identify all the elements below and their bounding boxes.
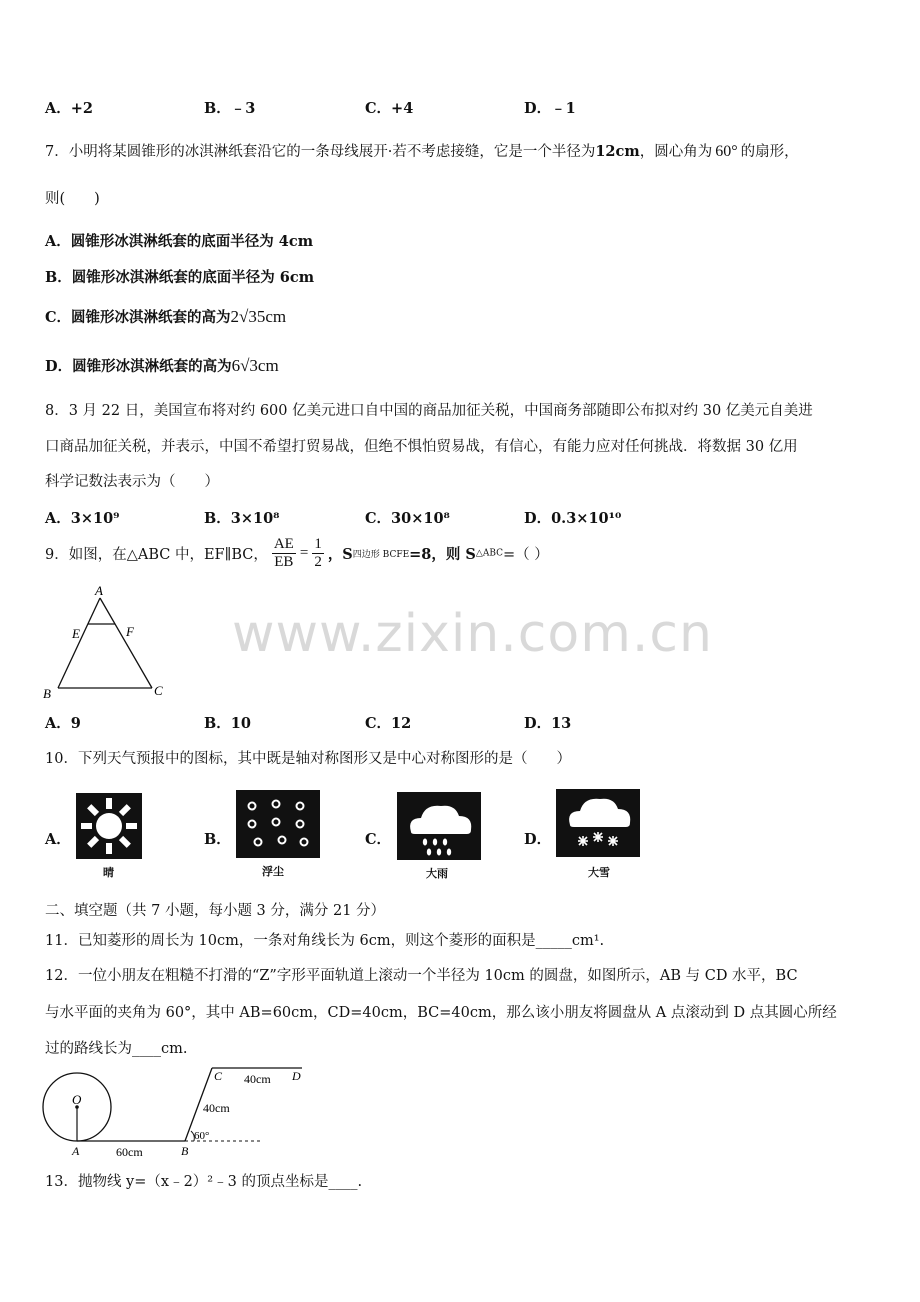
q12-track-figure — [36, 1064, 316, 1164]
q8-stem-line2: 口商品加征关税，并表示，中国不希望打贸易战，但绝不惧怕贸易战，有信心，有能力应对任何挑战．将数据 30 亿用 — [45, 439, 798, 455]
q8-option-a: A．3×10⁹ — [45, 510, 120, 527]
q8-stem-line1: 8．3 月 22 日，美国宣布将对约 600 亿美元进口自中国的商品加征关税，中国商务部随即公布拟对约 30 亿美元自美进 — [45, 403, 813, 419]
q7-stem-text-c: 的扇形， — [740, 144, 799, 160]
q7-stem-text: 7．小明将某圆锥形的冰淇淋纸套沿它的一条母线展开·若不考虑接缝，它是一个半径为 — [45, 144, 596, 160]
q10-option-c-letter: C． — [365, 831, 392, 848]
q12-label-b: B — [181, 1144, 189, 1158]
q12-stem-line1: 12．一位小朋友在粗糙不打滑的“Z”字形平面轨道上滚动一个半径为 10cm 的圆盘，如图所示，AB 与 CD 水平，BC — [45, 968, 798, 984]
heavy-rain-icon — [397, 792, 481, 860]
q9-fraction-ae-eb — [272, 536, 296, 571]
q9-triangle-figure — [38, 580, 178, 702]
q9-stem-pre: 9．如图，在△ABC 中，EF∥BC， — [45, 547, 268, 563]
q10-option-b-letter: B． — [204, 831, 231, 848]
q9-subscript-abc: △ABC — [475, 548, 503, 559]
q12-label-cd-length: 40cm — [244, 1072, 271, 1086]
q9-label-a: A — [95, 583, 103, 598]
q8-option-b: B．3×10⁸ — [204, 510, 280, 527]
q6-option-c: C．+4 — [365, 100, 414, 117]
heavy-snow-icon — [556, 789, 640, 857]
q12-label-a: A — [72, 1144, 80, 1158]
q7-option-d — [45, 355, 279, 376]
q9-frac2-numerator: 1 — [314, 536, 322, 552]
q9-option-a: A．9 — [45, 715, 81, 732]
q12-label-c: C — [214, 1069, 223, 1083]
q9-option-b: B．10 — [204, 715, 251, 732]
q7-option-d-math: 6√3cm — [231, 356, 279, 375]
q7-option-b: B．圆锥形冰淇淋纸套的底面半径为 6cm — [45, 269, 315, 286]
q9-fraction-half — [312, 536, 324, 571]
q9-label-f: F — [126, 624, 134, 639]
q10-option-d-letter: D． — [524, 831, 552, 848]
q13-stem: 13．抛物线 y=（x﹣2）²﹣3 的顶点坐标是____. — [45, 1174, 363, 1190]
q9-stem-mid2: =8，则 S — [409, 546, 476, 563]
q8-stem-line3: 科学记数法表示为（ ） — [45, 474, 219, 490]
q10-option-a-letter: A． — [45, 831, 71, 848]
sun-icon — [76, 793, 142, 859]
q10-stem: 10．下列天气预报中的图标，其中既是轴对称图形又是中心对称图形的是（ ） — [45, 751, 571, 767]
q9-option-d: D．13 — [524, 715, 572, 732]
q10-caption-dust: 浮尘 — [262, 865, 284, 878]
q6-option-d: D．﹣1 — [524, 100, 576, 117]
q6-option-a: A．+2 — [45, 100, 93, 117]
q12-label-bc-length: 40cm — [203, 1101, 230, 1115]
q9-frac2-denominator: 2 — [314, 554, 322, 570]
q9-stem-post: =（ ） — [503, 547, 549, 563]
q6-option-b: B．﹣3 — [204, 100, 256, 117]
q9-stem — [45, 536, 549, 571]
q7-radius: 12cm — [595, 143, 640, 160]
q8-option-c: C．30×10⁸ — [365, 510, 450, 527]
section-2-heading: 二、填空题（共 7 小题，每小题 3 分，满分 21 分） — [45, 903, 386, 919]
q7-stem-line2: 则( ) — [45, 191, 100, 207]
q12-stem-line2: 与水平面的夹角为 60°，其中 AB=60cm，CD=40cm，BC=40cm，那么该小朋友将圆盘从 A 点滚动到 D 点其圆心所经 — [45, 1005, 837, 1021]
q12-stem-line3: 过的路线长为____cm. — [45, 1041, 188, 1057]
watermark: www.zixin.com.cn — [232, 604, 713, 664]
q9-stem-mid: ，S — [327, 546, 353, 563]
q7-angle: 60° — [715, 143, 738, 160]
q7-option-a: A．圆锥形冰淇淋纸套的底面半径为 4cm — [45, 233, 314, 250]
q7-option-d-text: D．圆锥形冰淇淋纸套的高为 — [45, 358, 232, 375]
q10-caption-heavy-rain: 大雨 — [426, 867, 448, 880]
q7-stem-line1 — [45, 140, 799, 161]
q7-option-c-text: C．圆锥形冰淇淋纸套的高为 — [45, 309, 231, 326]
q11-stem: 11．已知菱形的周长为 10cm，一条对角线长为 6cm，则这个菱形的面积是_____cm¹. — [45, 933, 605, 949]
q9-label-c: C — [154, 683, 163, 698]
q9-label-b: B — [43, 686, 51, 701]
q12-label-d: D — [292, 1069, 301, 1083]
q9-label-e: E — [72, 626, 80, 641]
q9-frac-numerator: AE — [273, 536, 294, 552]
q10-caption-heavy-snow: 大雪 — [588, 866, 610, 879]
q7-stem-text-b: ，圆心角为 — [639, 144, 713, 160]
q12-label-o: O — [72, 1092, 82, 1107]
q9-subscript-quad: 四边形 BCFE — [352, 550, 410, 560]
q12-label-angle: 60° — [194, 1130, 210, 1142]
q7-option-c-math: 2√35cm — [230, 307, 287, 326]
q10-caption-sunny: 晴 — [103, 866, 114, 879]
q9-equals: = — [299, 545, 309, 561]
q7-option-c — [45, 306, 286, 327]
q12-label-ab-length: 60cm — [116, 1145, 143, 1159]
q9-option-c: C．12 — [365, 715, 412, 732]
floating-dust-icon — [236, 790, 320, 858]
q8-option-d: D．0.3×10¹⁰ — [524, 510, 622, 527]
q9-frac-denominator: EB — [274, 554, 294, 570]
